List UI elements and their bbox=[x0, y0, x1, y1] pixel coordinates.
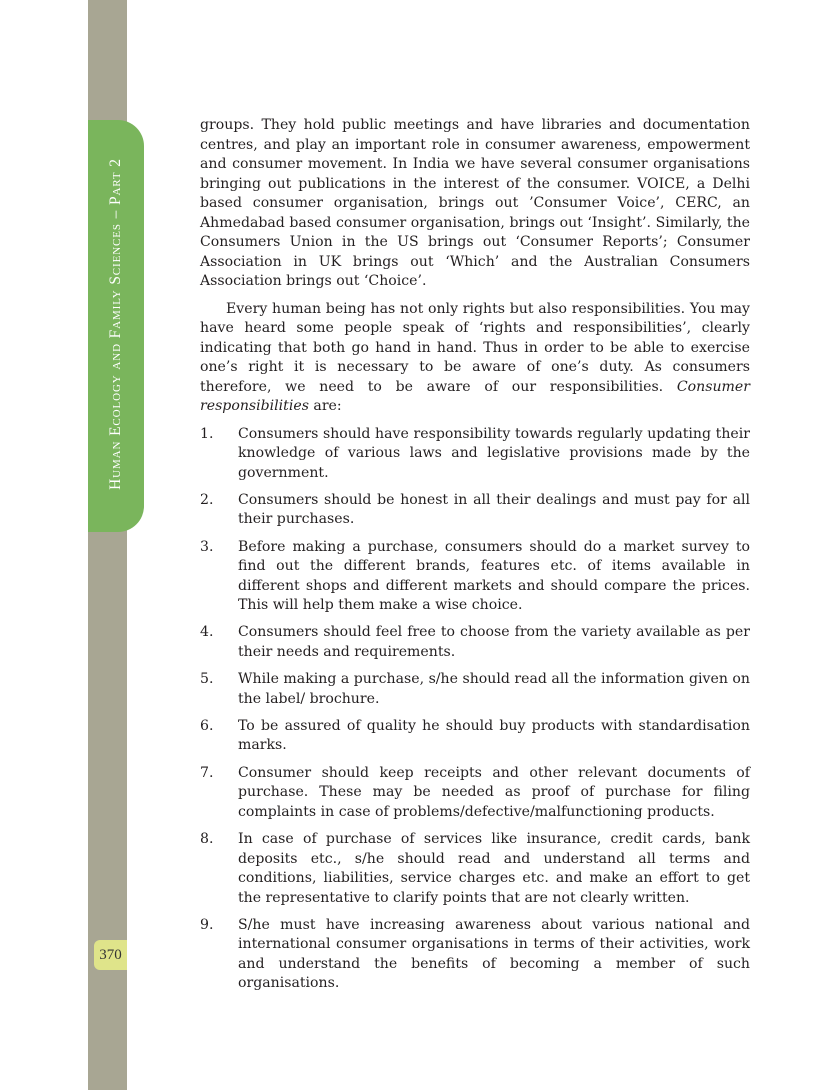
list-item bbox=[200, 764, 750, 823]
list-item-number: 9. bbox=[200, 916, 214, 933]
list-item-number: 4. bbox=[200, 624, 214, 641]
list-item-text: In case of purchase of services like insurance, credit cards, bank deposits etc., s/he should read and understand all terms and conditions, liabilities, service charges etc. and make an effort to get the representative to clarify points that are not clearly written. bbox=[238, 831, 750, 906]
list-item-text: While making a purchase, s/he should read all the information given on the label/ brochure. bbox=[238, 671, 750, 707]
page-content bbox=[200, 116, 750, 1002]
list-item bbox=[200, 916, 750, 994]
running-title: Human Ecology and Family Sciences – Part 2 bbox=[107, 158, 124, 490]
list-item bbox=[200, 670, 750, 709]
responsibilities-list bbox=[200, 425, 750, 994]
paragraph-2-emphasis: Consumer responsibilities bbox=[200, 378, 750, 414]
list-item-number: 1. bbox=[200, 425, 214, 442]
list-item bbox=[200, 623, 750, 662]
list-item-number: 5. bbox=[200, 671, 214, 688]
paragraph-2 bbox=[200, 300, 750, 417]
list-item bbox=[200, 717, 750, 756]
list-item bbox=[200, 538, 750, 616]
list-item-number: 6. bbox=[200, 717, 214, 734]
list-item bbox=[200, 425, 750, 484]
paragraph-2-end: are: bbox=[313, 398, 342, 414]
list-item-text: Consumers should have responsibility towards regularly updating their knowledge of various laws and legislative provisions made by the government. bbox=[238, 425, 750, 481]
list-item-number: 8. bbox=[200, 831, 214, 848]
page-number: 370 bbox=[94, 940, 127, 970]
paragraph-1: groups. They hold public meetings and have libraries and documentation centres, and play an important role in consumer awareness, empowerment and consumer movement. In India we have several consumer organisations bringing out publications in the interest of the consumer. VOICE, a Delhi based consumer organisation, brings out ’Consumer Voice’, CERC, an Ahmedabad based consumer organisation, brings out ‘Insight’. Similarly, the Consumers Union in the US brings out ‘Consumer Reports’; Consumer Association in UK brings out ‘Which’ and the Australian Consumers Association brings out ‘Choice’. bbox=[200, 117, 750, 289]
list-item-number: 7. bbox=[200, 764, 214, 781]
list-item-number: 2. bbox=[200, 491, 214, 508]
list-item-text: Before making a purchase, consumers should do a market survey to find out the different brands, features etc. of items available in different shops and different markets and should compare the prices. This will help them make a wise choice. bbox=[238, 538, 750, 614]
list-item-text: Consumer should keep receipts and other relevant documents of purchase. These may be needed as proof of purchase for filing complaints in case of problems/defective/malfunctioning products. bbox=[238, 764, 750, 820]
paragraph-2-text: Every human being has not only rights but also responsibilities. You may have heard some people speak of ‘rights and responsibilities’, clearly indicating that both go hand in hand. Thus in order to be able to exercise one’s right it is necessary to be aware of one’s duty. As consumers therefore, we need to be aware of our responsibilities. bbox=[200, 300, 750, 395]
list-item-text: Consumers should be honest in all their dealings and must pay for all their purchases. bbox=[238, 491, 750, 528]
list-item-text: To be assured of quality he should buy products with standardisation marks. bbox=[238, 717, 750, 754]
list-item-text: S/he must have increasing awareness about various national and international consumer organisations in terms of their activities, work and understand the benefits of becoming a member of such organisations. bbox=[238, 916, 750, 992]
list-item-number: 3. bbox=[200, 538, 214, 555]
list-item-text: Consumers should feel free to choose from the variety available as per their needs and requirements. bbox=[238, 624, 750, 660]
list-item bbox=[200, 491, 750, 530]
list-item bbox=[200, 830, 750, 908]
